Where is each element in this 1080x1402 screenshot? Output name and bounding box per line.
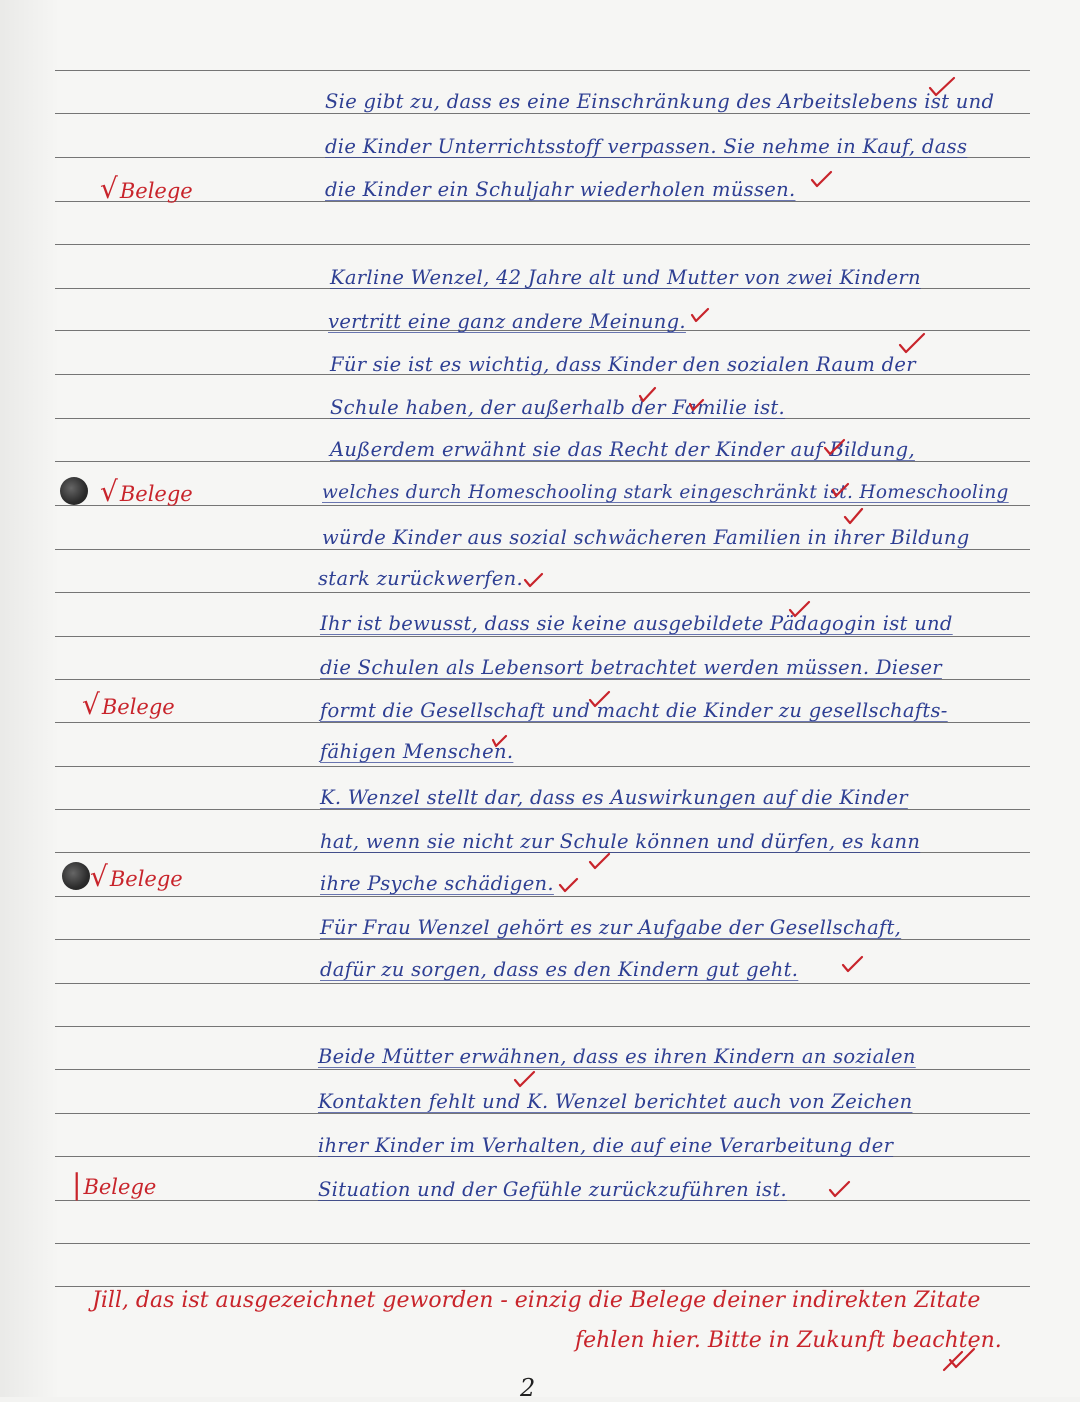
radical-mark-icon: √ xyxy=(90,860,108,893)
check-mark-icon xyxy=(640,388,655,401)
margin-note-belege: √Belege xyxy=(100,475,193,508)
margin-note-belege: |Belege xyxy=(72,1168,157,1201)
vertical-bar-icon: | xyxy=(72,1168,82,1201)
check-mark-icon xyxy=(833,484,848,496)
essay-line: welches durch Homeschooling stark eingeschränkt ist. Homeschooling xyxy=(322,482,1009,503)
check-mark-icon xyxy=(493,736,506,746)
essay-line: Schule haben, der außerhalb der Familie ist. xyxy=(330,396,786,419)
essay-line: Sie gibt zu, dass es eine Einschränkung des Arbeitslebens ist und xyxy=(325,90,995,113)
essay-line: würde Kinder aus sozial schwächeren Familien in ihrer Bildung xyxy=(322,526,970,549)
essay-line: die Kinder Unterrichtsstoff verpassen. Sie nehme in Kauf, dass xyxy=(325,135,968,158)
essay-line: Für Frau Wenzel gehört es zur Aufgabe der Gesellschaft, xyxy=(320,916,902,939)
essay-line: hat, wenn sie nicht zur Schule können und dürfen, es kann xyxy=(320,830,921,853)
essay-line: vertritt eine ganz andere Meinung. xyxy=(328,310,686,333)
margin-note-belege: √Belege xyxy=(100,172,193,205)
check-mark-icon xyxy=(845,509,862,523)
essay-line: Kontakten fehlt und K. Wenzel berichtet auch von Zeichen xyxy=(318,1090,913,1113)
check-mark-icon xyxy=(790,602,809,616)
essay-line: Beide Mütter erwähnen, dass es ihren Kindern an sozialen xyxy=(318,1045,916,1068)
essay-line: die Kinder ein Schuljahr wiederholen müssen. xyxy=(325,178,796,201)
essay-line: K. Wenzel stellt dar, dass es Auswirkungen auf die Kinder xyxy=(320,786,908,809)
check-mark-icon xyxy=(812,172,831,186)
radical-mark-icon: √ xyxy=(82,688,100,721)
essay-line: dafür zu sorgen, dass es den Kindern gut geht. xyxy=(320,958,799,981)
radical-mark-icon: √ xyxy=(100,172,118,205)
check-mark-icon xyxy=(930,78,954,95)
check-mark-icon xyxy=(590,692,609,706)
teacher-comment-line: Jill, das ist ausgezeichnet geworden - einzig die Belege deiner indirekten Zitate xyxy=(92,1288,981,1313)
check-mark-icon xyxy=(515,1072,534,1086)
margin-note-belege: √Belege xyxy=(82,688,175,721)
essay-line: formt die Gesellschaft und macht die Kinder zu gesellschafts- xyxy=(320,699,948,722)
check-mark-icon xyxy=(690,400,703,410)
check-mark-icon xyxy=(825,440,844,454)
essay-line: Karline Wenzel, 42 Jahre alt und Mutter von zwei Kindern xyxy=(330,266,921,289)
check-mark-icon xyxy=(843,957,862,971)
essay-line: stark zurückwerfen. xyxy=(318,567,524,590)
check-mark-icon xyxy=(590,854,609,868)
margin-note-belege: √Belege xyxy=(90,860,183,893)
essay-line: fähigen Menschen. xyxy=(320,740,514,763)
check-mark-icon xyxy=(525,574,542,586)
essay-line: Situation und der Gefühle zurückzuführen ist. xyxy=(318,1178,787,1201)
page-number: 2 xyxy=(520,1374,536,1402)
radical-mark-icon: √ xyxy=(100,475,118,508)
essay-line: die Schulen als Lebensort betrachtet werden müssen. Dieser xyxy=(320,656,942,679)
check-mark-icon xyxy=(830,1182,849,1196)
essay-line: ihre Psyche schädigen. xyxy=(320,872,554,895)
check-mark-icon xyxy=(560,879,577,891)
essay-line: Außerdem erwähnt sie das Recht der Kinder auf Bildung, xyxy=(330,438,915,461)
teacher-comment-line: fehlen hier. Bitte in Zukunft beachten. xyxy=(575,1328,1002,1353)
check-mark-icon xyxy=(692,309,708,321)
essay-line: Ihr ist bewusst, dass sie keine ausgebildete Pädagogin ist und xyxy=(320,612,953,635)
essay-line: ihrer Kinder im Verhalten, die auf eine Verarbeitung der xyxy=(318,1134,894,1157)
check-mark-icon xyxy=(900,334,924,352)
essay-line: Für sie ist es wichtig, dass Kinder den sozialen Raum der xyxy=(330,353,916,376)
